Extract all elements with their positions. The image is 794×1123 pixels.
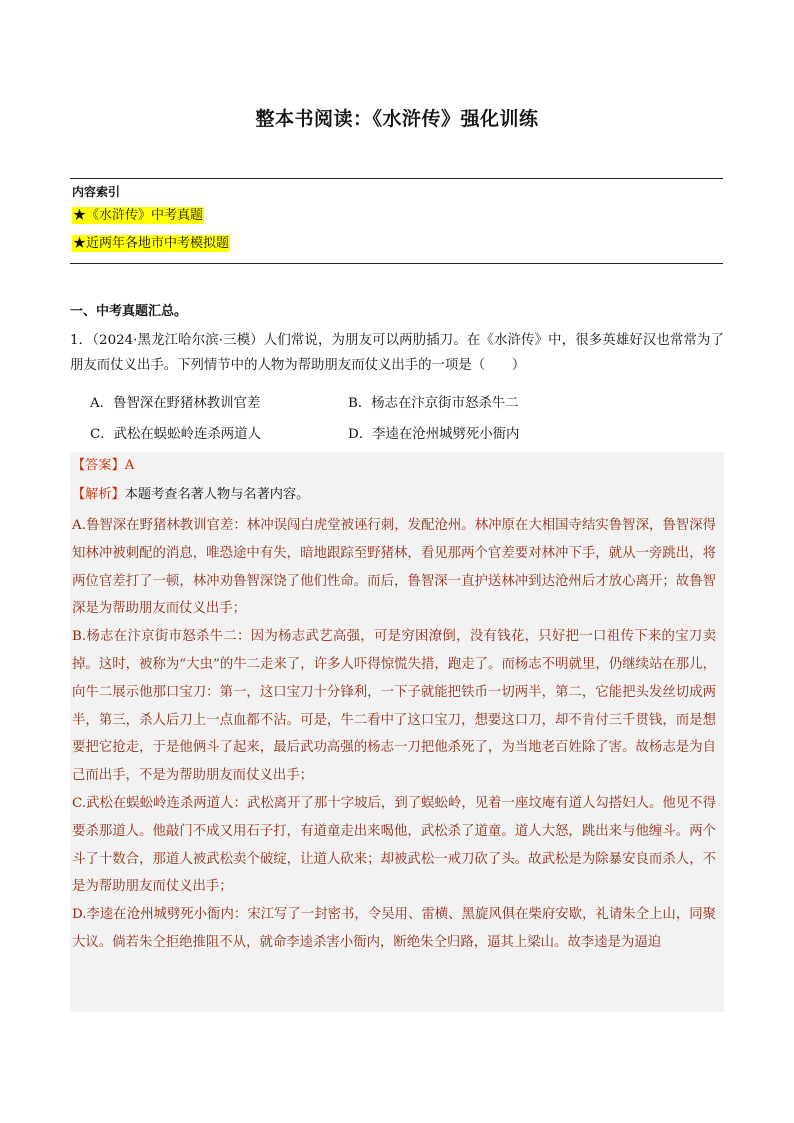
index-heading: 内容索引	[72, 185, 121, 199]
analysis-paragraph-b: B.杨志在汴京街市怒杀牛二：因为杨志武艺高强，可是穷困潦倒，没有钱花，只好把一口祖传下来的宝刀卖掉。这时，被称为“大虫”的牛二走来了，许多人吓得惊慌失措，跑走了。而杨志不明就里，仍继续站在那儿，向牛二展示他那口宝刀：第一，这口宝刀十分锋利，一下子就能把铁币一切两半，第二，它能把头发丝切成两半，第三，杀人后刀上一点血都不沾。可是，牛二看中了这口宝刀，想要这口刀，却不肯付三千贯钱，而是想要把它抢走，于是他俩斗了起来，最后武功高强的杨志一刀把他杀死了，为当地老百姓除了害。故杨志是为自己而出手，不是为帮助朋友而仗义出手；	[72, 629, 716, 784]
analysis-paragraph-c: C.武松在蜈蚣岭连杀两道人：武松离开了那十字坡后，到了蜈蚣岭，见着一座坟庵有道人勾搭妇人。他见不得要杀那道人。他敲门不成又用石子打，有道童走出来喝他，武松杀了道童。道人大怒，跳出来与他缠斗。两个斗了十数合，那道人被武松卖个破绽，让道人砍来；却被武松一戒刀砍了头。故武松是为除暴安良而杀人，不是为帮助朋友而仗义出手；	[72, 795, 716, 895]
question-stem: 1．（2024·黑龙江哈尔滨·三模）人们常说，为朋友可以两肋插刀。在《水浒传》中，很多英雄好汉也常常为了朋友而仗义出手。下列情节中的人物为帮助朋友而仗义出手的一项是（ ）	[70, 333, 724, 373]
analysis-intro: 本题考查名著人物与名著内容。	[124, 487, 310, 502]
analysis-paragraph-a: A.鲁智深在野猪林教训官差：林冲误闯白虎堂被诬行刺，发配沧州。林冲原在大相国寺结实鲁智深，鲁智深得知林冲被刺配的消息，唯恐途中有失，暗地跟踪至野猪林，看见那两个官差要对林冲下手，就从一旁跳出，将两位官差打了一顿，林冲劝鲁智深饶了他们性命。而后，鲁智深一直护送林冲到达沧州后才放心离开；故鲁智深是为帮助朋友而仗义出手；	[72, 518, 716, 617]
analysis-label: 【解析】	[72, 487, 125, 502]
option-d: D．李逵在沧州城劈死小衙内	[348, 427, 520, 442]
analysis-line	[72, 485, 309, 505]
answer-value: A	[124, 458, 135, 473]
option-b: B．杨志在汴京街市怒杀牛二	[348, 396, 519, 411]
page-title: 整本书阅读：《水浒传》强化训练	[255, 108, 539, 130]
section-heading: 一、中考真题汇总。	[70, 304, 188, 319]
answer-label: 【答案】	[72, 458, 125, 473]
index-item-real-exams[interactable]: ★《水浒传》中考真题	[73, 208, 204, 223]
analysis-text	[72, 512, 716, 957]
analysis-paragraph-d: D.李逵在沧州城劈死小衙内：宋江写了一封密书，令吴用、雷横、黑旋风俱在柴府安歇，礼请朱仝上山，同聚大议。倘若朱仝拒绝推阻不从，就命李逵杀害小衙内，断绝朱仝归路，逼其上梁山。故李逵是为逼迫	[72, 907, 716, 950]
option-a: A．鲁智深在野猪林教训官差	[90, 396, 261, 411]
option-c: C．武松在蜈蚣岭连杀两道人	[90, 427, 261, 442]
index-item-mock-exams[interactable]: ★近两年各地市中考模拟题	[73, 236, 230, 251]
content-index-box	[70, 178, 723, 264]
answer-block	[70, 452, 724, 1012]
answer-line	[72, 456, 134, 476]
